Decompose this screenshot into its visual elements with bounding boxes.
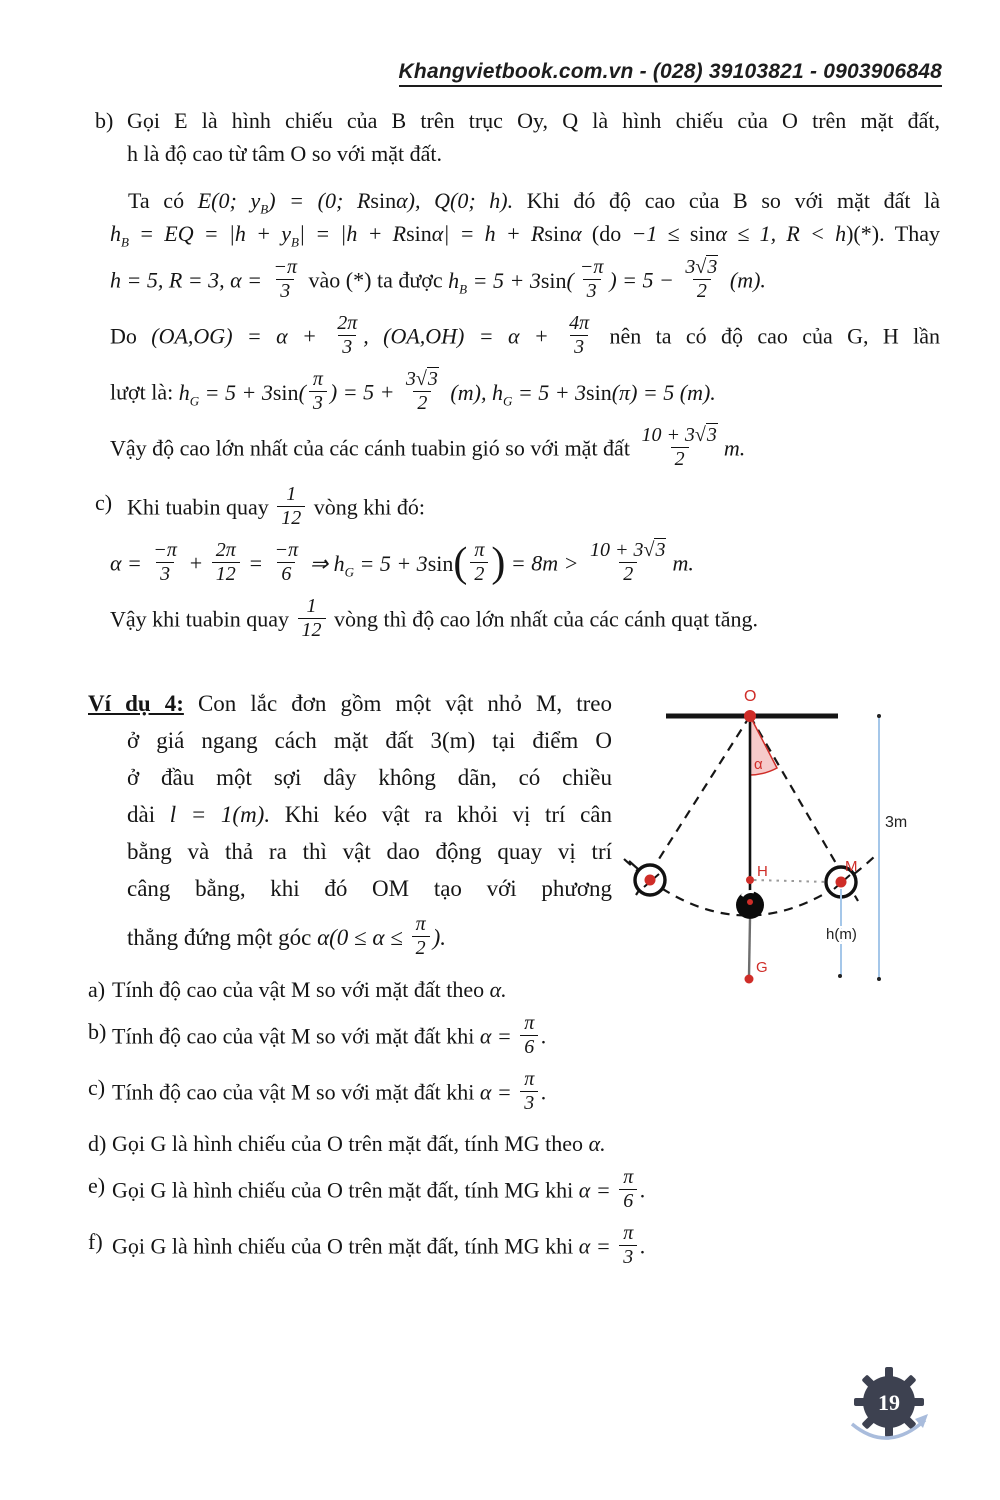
question-b-text: Tính độ cao của vật M so với mặt đất khi α = $\frac{\pi}{6}$ . bbox=[112, 1012, 547, 1058]
question-b-label: b) bbox=[88, 1019, 107, 1044]
question-list bbox=[88, 973, 940, 1272]
example-4-section bbox=[88, 685, 940, 976]
bob-center-dot bbox=[645, 875, 656, 886]
question-e-label: e) bbox=[88, 1173, 106, 1198]
question-a-text: Tính độ cao của vật M so với mặt đất theo α. bbox=[112, 977, 507, 1002]
solution-b-math: Ta có E(0; $y_B) = (0$; Rsinα), Q(0; h). Khi đó độ cao của B so với mặt đất là $h_B$ = EQ = $|h + y_B| = |h + Rsin\alpha| = h + Rsin\alpha$ (do −1 ≤ sinα ≤ 1, R < h)(*). Thay h = 5, R = 3, α = $\frac{-\pi}{3}$ vào (*) ta được $h_B = 5 + 3\sin$( $\frac{-\pi}{3}$ ) = 5 − $\frac{3√3}{2}$ (m). Do (OA,OG) = α + $\frac{2\pi}{3}$ , (OA,OH) = α + $\frac{4\pi}{3}$ nên ta có độ cao của G, H lần lượt là: $h_G = 5 + 3\sin$( $\frac{\pi}{3}$ ) = 5 + $\frac{3√3}{2}$ (m), $h_G = 5 + 3\sin(\pi) = 5$ (m). Vậy độ cao lớn nhất của các cánh tuabin gió so với mặt đất $\frac{10 + 3√3}{2}$ m. bbox=[110, 188, 941, 470]
item-b-label: b) bbox=[95, 108, 114, 133]
question-a-label: a) bbox=[88, 977, 106, 1002]
label-O: O bbox=[744, 688, 757, 705]
solution-item-c bbox=[88, 483, 940, 533]
item-b-text: Gọi E là hình chiếu của B trên trục Oy, Q là hình chiếu của O trên mặt đất, h là độ cao từ tâm O so với mặt đất. bbox=[127, 108, 940, 166]
question-d-text: Gọi G là hình chiếu của O trên mặt đất, tính MG theo α. bbox=[112, 1131, 606, 1156]
question-d-label: d) bbox=[88, 1131, 107, 1156]
question-f bbox=[88, 1222, 940, 1272]
question-c-text: Tính độ cao của vật M so với mặt đất khi α = $\frac{\pi}{3}$ . bbox=[112, 1068, 547, 1114]
page-number: 19 bbox=[878, 1390, 900, 1415]
bob-dot bbox=[747, 899, 753, 905]
point-H-dot bbox=[746, 876, 754, 884]
question-a bbox=[88, 973, 940, 1006]
question-c bbox=[88, 1068, 940, 1118]
measure-tick bbox=[877, 714, 881, 718]
pendulum-diagram bbox=[616, 683, 916, 997]
solution-item-b bbox=[88, 104, 940, 170]
page-content bbox=[88, 104, 940, 1281]
bob-center-dot bbox=[836, 877, 847, 888]
item-c-label: c) bbox=[95, 490, 113, 515]
label-H: H bbox=[757, 863, 768, 880]
question-d bbox=[88, 1127, 940, 1160]
label-alpha: α bbox=[754, 756, 763, 773]
example-4-text: Ví dụ 4: Con lắc đơn gồm một vật nhỏ M, treo ở giá ngang cách mặt đất 3(m) tại điểm O ở đầu một sợi dây không dãn, có chiều dài l = 1(m). Khi kéo vật ra khỏi vị trí cân bằng và thả ra thì vật dao động quay vị trí câng bằng, khi đó OM tạo với phương thẳng đứng một góc α(0 ≤ α ≤ $\frac{\pi}{2}$ ). bbox=[88, 691, 612, 959]
question-c-label: c) bbox=[88, 1075, 106, 1100]
g-line bbox=[749, 919, 750, 976]
page-header: Khangvietbook.com.vn - (028) 39103821 - 0903906848 bbox=[399, 60, 942, 87]
item-c-text: Khi tuabin quay $\frac{1}{12}$ vòng khi đó: bbox=[127, 483, 425, 529]
left-swing-bob bbox=[629, 861, 665, 895]
question-e bbox=[88, 1166, 940, 1216]
pivot-O-dot bbox=[744, 710, 756, 722]
label-3m: 3m bbox=[885, 814, 908, 831]
label-M: M bbox=[845, 858, 858, 875]
question-f-text: Gọi G là hình chiếu của O trên mặt đất, tính MG khi α = $\frac{\pi}{3}$ . bbox=[112, 1222, 646, 1268]
dotted-hm-line bbox=[754, 880, 830, 882]
question-e-text: Gọi G là hình chiếu của O trên mặt đất, tính MG khi α = $\frac{\pi}{6}$ . bbox=[112, 1166, 646, 1212]
solution-c-math: α = $\frac{-\pi}{3}$ + $\frac{2\pi}{12}$ = $\frac{-\pi}{6}$ ⇒ $h_G = 5 + 3\sin$( $\frac{\pi}{2}$ ) = 8m > $\frac{10 + 3√3}{2}$ m. Vậy khi tuabin quay $\frac{1}{12}$ vòng thì độ cao lớn nhất của các cánh quạt tăng. bbox=[110, 539, 759, 641]
label-G: G bbox=[756, 959, 768, 976]
label-hm: h(m) bbox=[826, 926, 857, 943]
question-b bbox=[88, 1012, 940, 1062]
gear-icon bbox=[854, 1367, 924, 1437]
page-number-badge bbox=[842, 1366, 937, 1458]
question-f-label: f) bbox=[88, 1229, 103, 1254]
